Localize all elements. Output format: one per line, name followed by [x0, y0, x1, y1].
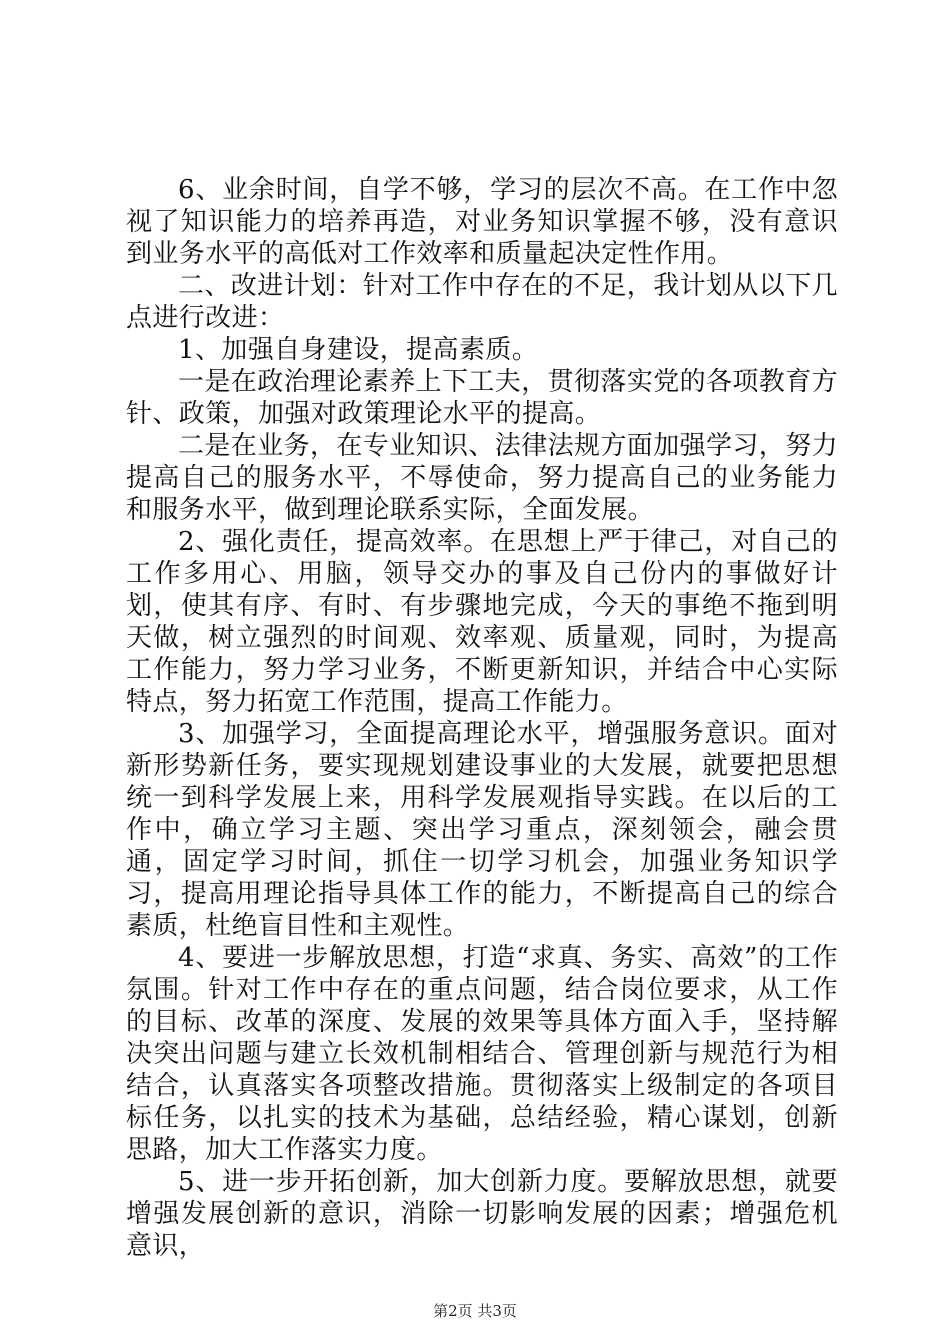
paragraph-4: 一是在政治理论素养上下工夫，贯彻落实党的各项教育方针、政策，加强对政策理论水平的提高。 — [126, 367, 839, 429]
paragraph-6: 2、强化责任，提高效率。在思想上严于律己，对自己的工作多用心、用脑，领导交办的事及自己份内的事做好计划，使其有序、有时、有步骤地完成，今天的事绝不拖到明天做，树立强烈的时间观、效率观、质量观，同时，为提高工作能力，努力学习业务，不断更新知识，并结合中心实际特点，努力拓宽工作范围，提高工作能力。 — [126, 527, 838, 717]
page-footer: 第2页 共3页 — [433, 1302, 517, 1320]
paragraph-8: 4、要进一步解放思想，打造“求真、务实、高效”的工作氛围。针对工作中存在的重点问题，结合岗位要求，从工作的目标、改革的深度、发展的效果等具体方面入手，坚持解决突出问题与建立长效机制相结合、管理创新与规范行为相结合，认真落实各项整改措施。贯彻落实上级制定的各项目标任务，以扎实的技术为基础，总结经验，精心谋划，创新思路，加大工作落实力度。 — [126, 943, 838, 1165]
document-body — [126, 174, 838, 1262]
paragraph-1: 6、业余时间，自学不够，学习的层次不高。在工作中忽视了知识能力的培养再造，对业务知识掌握不够，没有意识到业务水平的高低对工作效率和质量起决定性作用。 — [126, 175, 838, 269]
paragraph-9: 5、进一步开拓创新，加大创新力度。要解放思想，就要增强发展创新的意识，消除一切影响发展的因素；增强危机意识， — [126, 1167, 838, 1261]
paragraph-2: 二、改进计划：针对工作中存在的不足，我计划从以下几点进行改进： — [126, 271, 839, 333]
paragraph-7: 3、加强学习，全面提高理论水平，增强服务意识。面对新形势新任务，要实现规划建设事业的大发展，就要把思想统一到科学发展上来，用科学发展观指导实践。在以后的工作中，确立学习主题、突出学习重点，深刻领会，融会贯通，固定学习时间，抓住一切学习机会，加强业务知识学习，提高用理论指导具体工作的能力，不断提高自己的综合素质，杜绝盲目性和主观性。 — [126, 719, 838, 941]
paragraph-3: 1、加强自身建设，提高素质。 — [178, 335, 539, 365]
paragraph-5: 二是在业务，在专业知识、法律法规方面加强学习，努力提高自己的服务水平，不辱使命，努力提高自己的业务能力和服务水平，做到理论联系实际，全面发展。 — [126, 431, 839, 525]
